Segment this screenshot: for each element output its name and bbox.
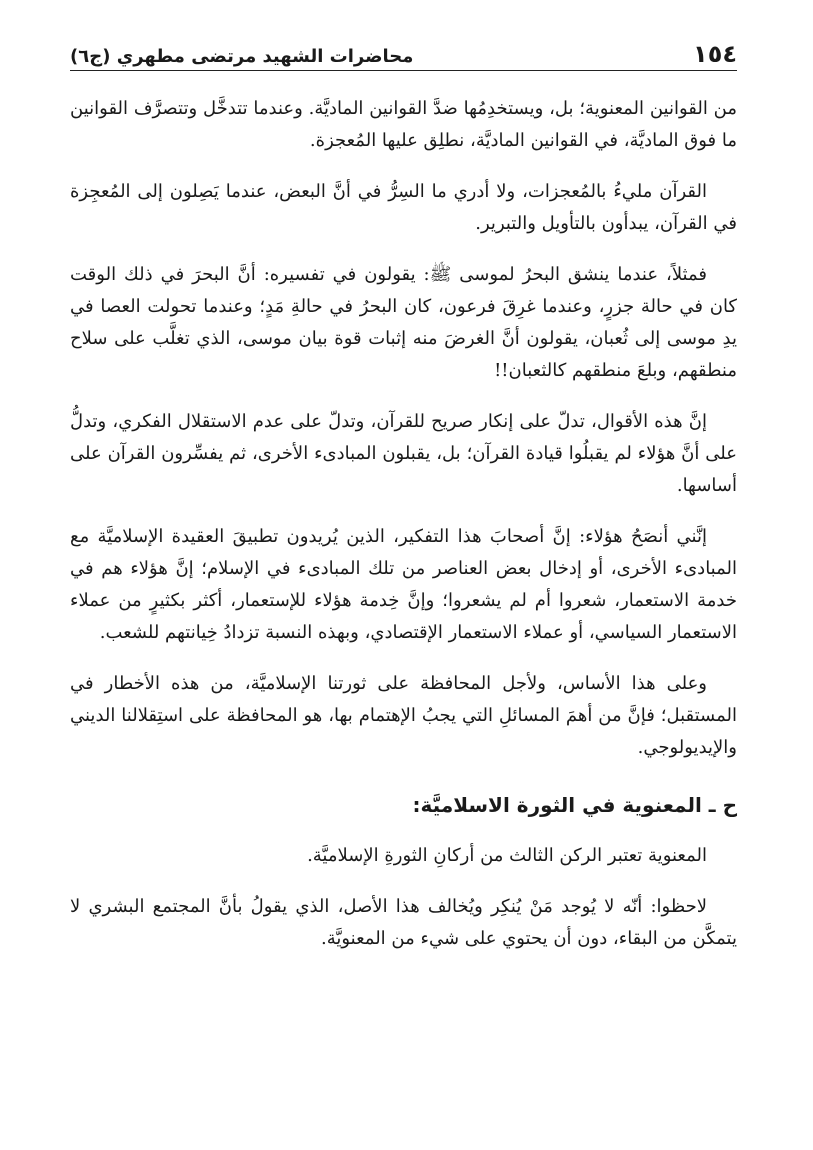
document-page [70, 28, 737, 1150]
paragraph-advice: إنَّني أنصَحُ هؤلاء: إنَّ أصحابَ هذا التفكير، الذين يُريدون تطبيقَ العقيدة الإسلاميَّة مع المبادىء الأخرى، أو إدخال بعض العناصر من تلك المبادىء في الإسلام؛ إنَّ هؤلاء هم في خدمة الاستعمار، شعروا أم لم يشعروا؛ وإنَّ خِدمة هؤلاء للإستعمار، أكثر بكثيرٍ من عملاء الاستعمار السياسي، أو عملاء الاستعمار الإقتصادي، وبهذه النسبة تزدادُ خِيانتهم للشعب. [70, 526, 737, 643]
paragraph-observe: لاحظوا: أنّه لا يُوجد مَنْ يُنكِر ويُخالف هذا الأصل، الذي يقولُ بأنَّ المجتمع البشري لا يتمكَّن من البقاء، دون أن يحتوي على شيء من المعنويَّة. [70, 896, 737, 949]
page-number: ١٥٤ [693, 40, 737, 68]
book-title-header: محاضرات الشهيد مرتضى مطهري (ج٦) [70, 46, 414, 67]
paragraph-continuation: من القوانين المعنوية؛ بل، ويستخدِمُها ضدَّ القوانين الماديَّة. وعندما تتدخَّل وتتصرَّف القوانين ما فوق الماديَّة، في القوانين الماديَّة، نطلِق عليها المُعجزة. [70, 98, 737, 151]
paragraph-third-pillar: المعنوية تعتبر الركن الثالث من أركانِ الثورةِ الإسلاميَّة. [307, 845, 707, 866]
paragraph-independence: وعلى هذا الأساس، ولأجل المحافظة على ثورتنا الإسلاميَّة، من هذه الأخطار في المستقبل؛ فإنَّ من أهمَ المسائلِ التي يجبُ الإهتمام بها، هو المحافظة على استِقلالنا الديني والإيديولوجي. [70, 673, 737, 758]
body-text [70, 93, 737, 955]
running-header [70, 28, 737, 71]
paragraph-denial: إنَّ هذه الأقوال، تدلّ على إنكار صريح للقرآن، وتدلّ على عدم الاستقلال الفكري، وتدلُّ على أنَّ هؤلاء لم يقبلُوا قيادة القرآن؛ بل، يقبلون المبادىء الأخرى، ثم يفسِّرون القرآن على أساسها. [70, 411, 737, 496]
section-heading: ح ـ المعنوية في الثورة الاسلاميَّة: [412, 793, 737, 817]
paragraph-quran-miracles: القرآن مليءُ بالمُعجزات، ولا أدري ما السِرُّ في أنَّ البعض، عندما يَصِلون إلى المُعجِزة في القرآن، يبدأون بالتأويل والتبرير. [70, 181, 737, 234]
paragraph-moses-example: فمثلاً، عندما ينشق البحرُ لموسى ﷺ: يقولون في تفسيره: أنَّ البحرَ في ذلك الوقت كان في حالة جزرٍ، وعندما غرِقَ فرعون، كان البحرُ في حالةِ مَدٍ؛ وعندما تحولت العصا في يدِ موسى إلى ثُعبان، يقولون أنَّ الغرضَ منه إثبات قوة بيان موسى، الذي تغلَّب على سلاح منطقهم، وبلعَ منطقهم كالثعبان!! [70, 264, 737, 381]
